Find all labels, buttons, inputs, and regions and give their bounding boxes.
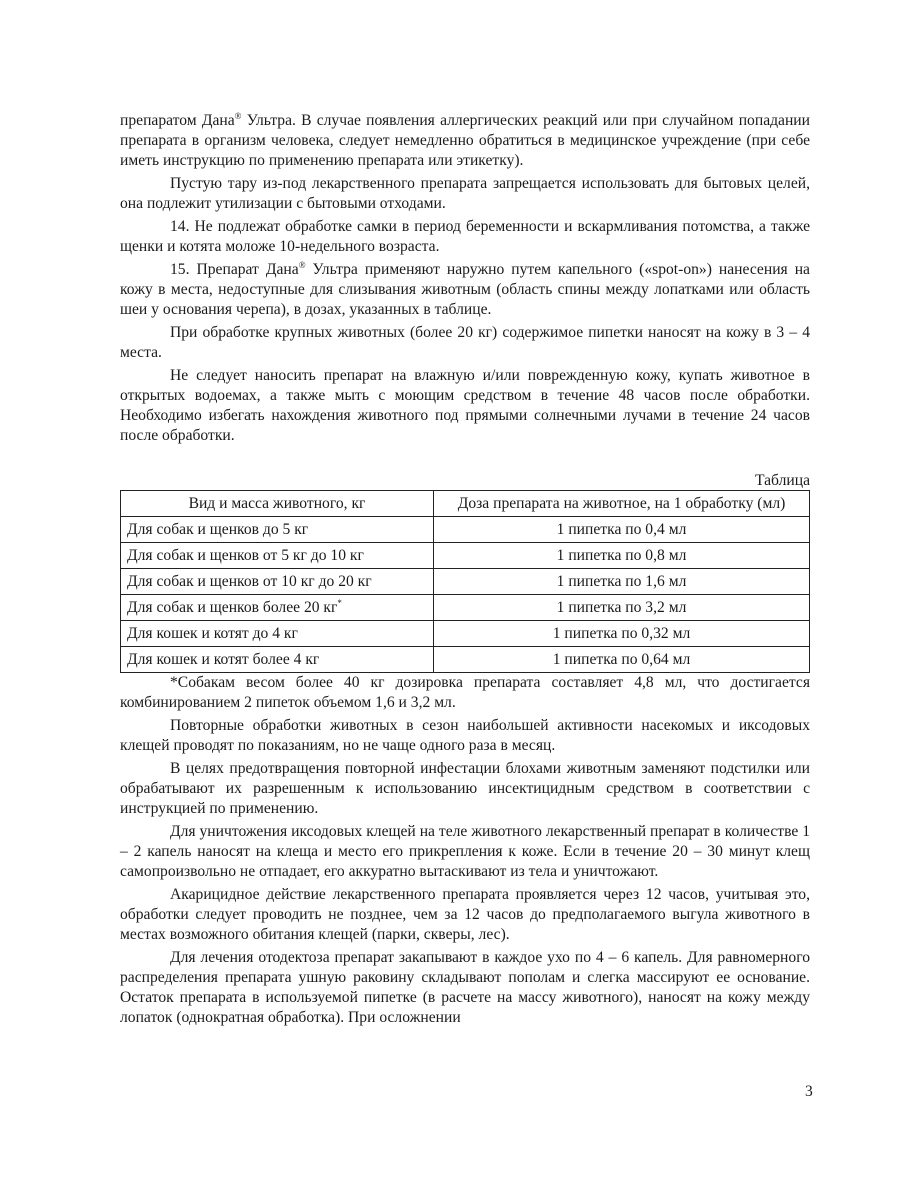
cell-animal: Для собак и щенков от 5 кг до 10 кг (121, 543, 434, 569)
cell-animal: Для кошек и котят более 4 кг (121, 647, 434, 673)
dosage-table (120, 490, 810, 673)
paragraph-3: 14. Не подлежат обработке самки в период беременности и вскармливания потомства, а также щенки и котята моложе 10-недельного возраста. (120, 218, 810, 255)
paragraph-10: Для уничтожения иксодовых клещей на теле животного лекарственный препарат в количестве 1 – 2 капель наносят на клеща и место его прикрепления к коже. Если в течение 20 – 30 минут клещ самопроизвольно не отпадает, его аккуратно вытаскивают из тела и уничтожают. (120, 823, 810, 880)
header-animal: Вид и масса животного, кг (121, 491, 434, 517)
table-row (121, 621, 810, 647)
text-after-table (120, 673, 810, 1028)
page-number: 3 (805, 1083, 813, 1100)
paragraph-12: Для лечения отодектоза препарат закапывают в каждое ухо по 4 – 6 капель. Для равномерного распределения препарата ушную раковину складывают пополам и слегка массируют ее основание. Остаток препарата в используемой пипетке (в расчете на массу животного), наносят на кожу между лопаток (однократная обработка). При осложнении (120, 949, 810, 1026)
cell-dose: 1 пипетка по 0,8 мл (434, 543, 810, 569)
table-row (121, 647, 810, 673)
cell-dose: 1 пипетка по 0,4 мл (434, 517, 810, 543)
table-row (121, 543, 810, 569)
table-row (121, 595, 810, 621)
cell-animal: Для собак и щенков более 20 кг* (121, 595, 434, 621)
text-before-table (120, 111, 810, 446)
footnote-paragraph: *Собакам весом более 40 кг дозировка препарата составляет 4,8 мл, что достигается комбинированием 2 пипеток объемом 1,6 и 3,2 мл. (120, 674, 810, 711)
registered-mark: ® (298, 260, 306, 270)
table-row (121, 517, 810, 543)
paragraph-2: Пустую тару из-под лекарственного препарата запрещается использовать для бытовых целей, она подлежит утилизации с бытовыми отходами. (120, 175, 810, 212)
footnote-mark: * (337, 597, 342, 608)
cell-animal: Для кошек и котят до 4 кг (121, 621, 434, 647)
table-row (121, 569, 810, 595)
cell-animal: Для собак и щенков до 5 кг (121, 517, 434, 543)
paragraph-6: Не следует наносить препарат на влажную и/или поврежденную кожу, купать животное в открытых водоемах, а также мыть с моющим средством в течение 48 часов после обработки. Необходимо избегать нахождения животного под прямыми солнечными лучами в течение 24 часов после обработки. (120, 367, 810, 444)
header-dose: Доза препарата на животное, на 1 обработку (мл) (434, 491, 810, 517)
cell-dose: 1 пипетка по 3,2 мл (434, 595, 810, 621)
cell-dose: 1 пипетка по 0,32 мл (434, 621, 810, 647)
paragraph-8: Повторные обработки животных в сезон наибольшей активности насекомых и иксодовых клещей проводят по показаниям, но не чаще одного раза в месяц. (120, 717, 810, 754)
cell-dose: 1 пипетка по 1,6 мл (434, 569, 810, 595)
paragraph-4: 15. Препарат Дана® Ультра применяют наружно путем капельного («spot-on») нанесения на кожу в места, недоступные для слизывания животным (область спины между лопатками или область шеи у основания черепа), в дозах, указанных в таблице. (120, 260, 810, 318)
table-header-row (121, 491, 810, 517)
registered-mark: ® (234, 111, 242, 121)
cell-dose: 1 пипетка по 0,64 мл (434, 647, 810, 673)
paragraph-5: При обработке крупных животных (более 20 кг) содержимое пипетки наносят на кожу в 3 – 4 места. (120, 324, 810, 361)
paragraph-1: препаратом Дана® Ультра. В случае появления аллергических реакций или при случайном попадании препарата в организм человека, следует немедленно обратиться в медицинское учреждение (при себе иметь инструкцию по применению препарата или этикетку). (120, 111, 811, 169)
cell-animal: Для собак и щенков от 10 кг до 20 кг (121, 569, 434, 595)
table-caption: Таблица (755, 472, 810, 489)
paragraph-9: В целях предотвращения повторной инфестации блохами животным заменяют подстилки или обрабатывают их разрешенным к использованию инсектицидным средством в соответствии с инструкцией по применению. (120, 760, 810, 817)
paragraph-11: Акарицидное действие лекарственного препарата проявляется через 12 часов, учитывая это, обработки следует проводить не позднее, чем за 12 часов до предполагаемого выгула животного в местах возможного обитания клещей (парки, скверы, лес). (120, 886, 810, 943)
page-content (120, 111, 810, 1028)
